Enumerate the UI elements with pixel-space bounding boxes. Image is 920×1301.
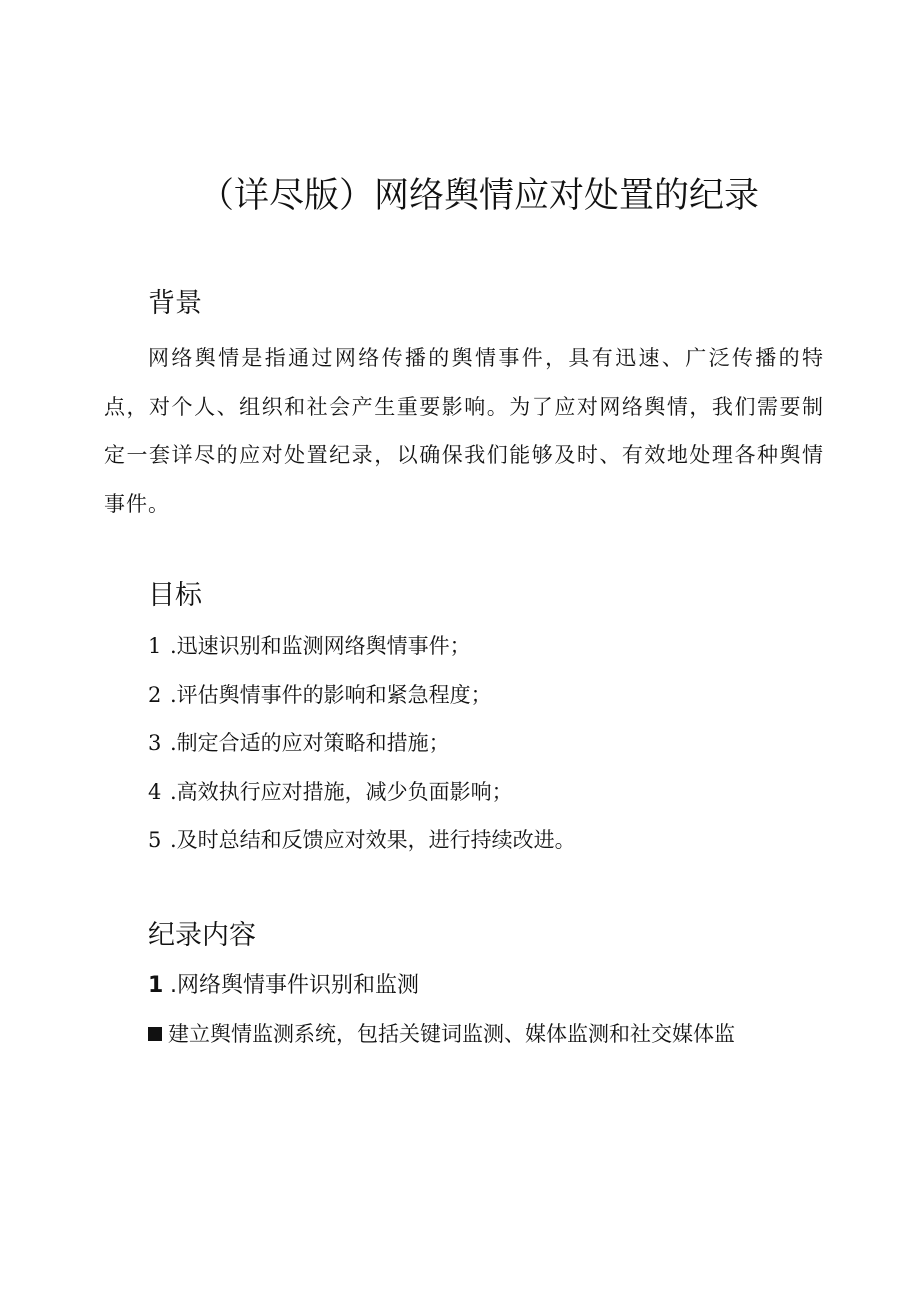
goal-item-4 <box>148 768 576 817</box>
goal-text: .制定合适的应对策略和措施； <box>170 731 450 755</box>
goal-number: 2 <box>148 682 162 707</box>
goal-item-1 <box>148 622 576 671</box>
background-paragraph: 网络舆情是指通过网络传播的舆情事件，具有迅速、广泛传播的特点，对个人、组织和社会产生重要影响。为了应对网络舆情，我们需要制定一套详尽的应对处置纪录，以确保我们能够及时、有效地处理各种舆情事件。 <box>104 346 824 516</box>
goal-text: .高效执行应对措施，减少负面影响； <box>170 779 513 804</box>
record-subheading-number: 1 <box>148 973 164 998</box>
square-bullet-icon <box>148 1027 162 1041</box>
goal-item-5 <box>148 816 576 865</box>
goal-number: 1 <box>148 634 162 658</box>
goal-number: 4 <box>148 779 162 804</box>
goal-text: .及时总结和反馈应对效果，进行持续改进。 <box>170 828 576 852</box>
document-title: （详尽版）网络舆情应对处置的纪录 <box>198 176 759 216</box>
section-heading-background: 背景 <box>148 288 202 319</box>
goal-text: .迅速识别和监测网络舆情事件； <box>170 634 471 658</box>
record-subheading-text: .网络舆情事件识别和监测 <box>170 973 419 998</box>
goal-number: 3 <box>148 731 162 755</box>
goal-number: 5 <box>148 828 162 852</box>
section-heading-goals: 目标 <box>148 580 202 611</box>
goal-item-2 <box>148 671 576 720</box>
section-heading-record: 纪录内容 <box>148 920 256 951</box>
record-bullet-text: 建立舆情监测系统，包括关键词监测、媒体监测和社交媒体监 <box>168 1022 735 1046</box>
goals-list <box>148 622 576 865</box>
record-subheading <box>148 966 419 1006</box>
goal-item-3 <box>148 719 576 768</box>
record-bullet-line <box>148 1014 735 1054</box>
goal-text: .评估舆情事件的影响和紧急程度； <box>170 682 492 707</box>
